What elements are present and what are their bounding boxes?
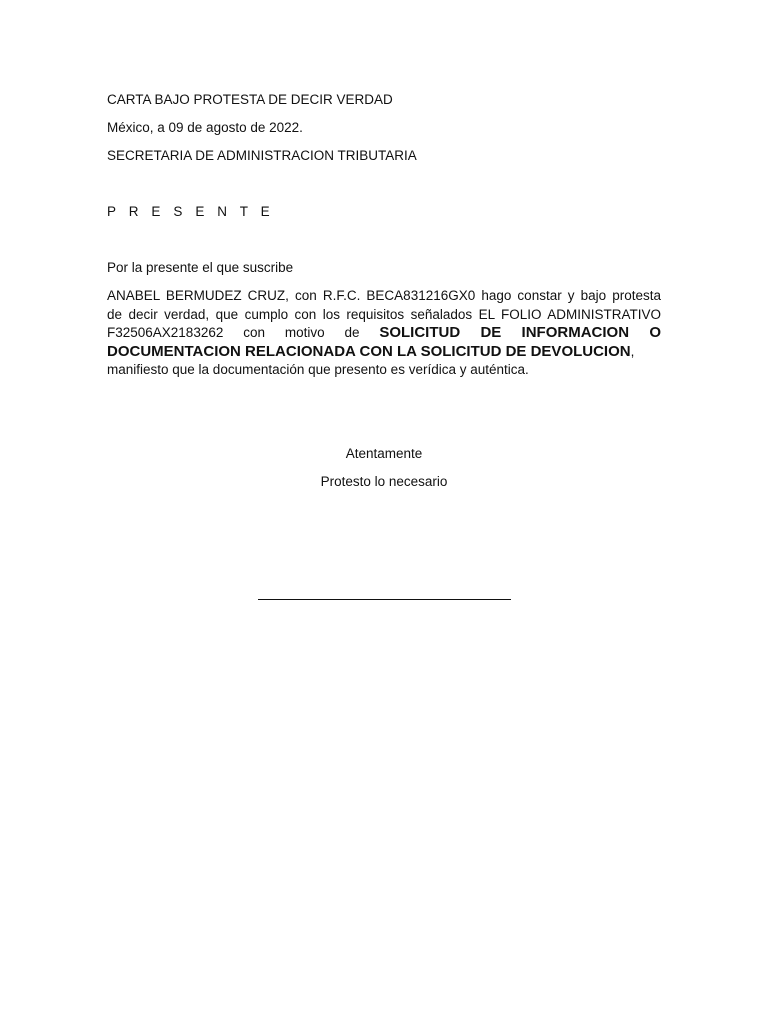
body-line-4-suffix: , [630, 343, 635, 359]
closing-atentamente: Atentamente [345, 446, 423, 461]
closing-protesto: Protesto lo necesario [320, 474, 448, 489]
body-line-5: manifiesto que la documentación que presento es verídica y auténtica. [107, 362, 529, 377]
letter-date: México, a 09 de agosto de 2022. [107, 120, 303, 135]
letter-recipient: SECRETARIA DE ADMINISTRACION TRIBUTARIA [107, 148, 417, 163]
body-line-1: ANABEL BERMUDEZ CRUZ, con R.F.C. BECA831216GX0 hago constar y bajo protesta [107, 288, 661, 303]
body-paragraph [107, 287, 661, 380]
signature-line [258, 599, 511, 600]
body-line-2: de decir verdad, que cumplo con los requisitos señalados EL FOLIO ADMINISTRATIVO [107, 306, 661, 322]
bold-request-part-2: DOCUMENTACION RELACIONADA CON LA SOLICITUD DE DEVOLUCION [107, 342, 631, 360]
intro-line: Por la presente el que suscribe [107, 260, 294, 275]
bold-request-part-1: SOLICITUD DE INFORMACION O [379, 324, 661, 341]
letter-title: CARTA BAJO PROTESTA DE DECIR VERDAD [107, 92, 393, 107]
body-line-3 [107, 324, 661, 343]
presente-heading: P R E S E N T E [107, 204, 275, 219]
body-line-4 [107, 343, 661, 362]
body-line-3-prefix: F32506AX2183262 con motivo de [107, 325, 360, 340]
